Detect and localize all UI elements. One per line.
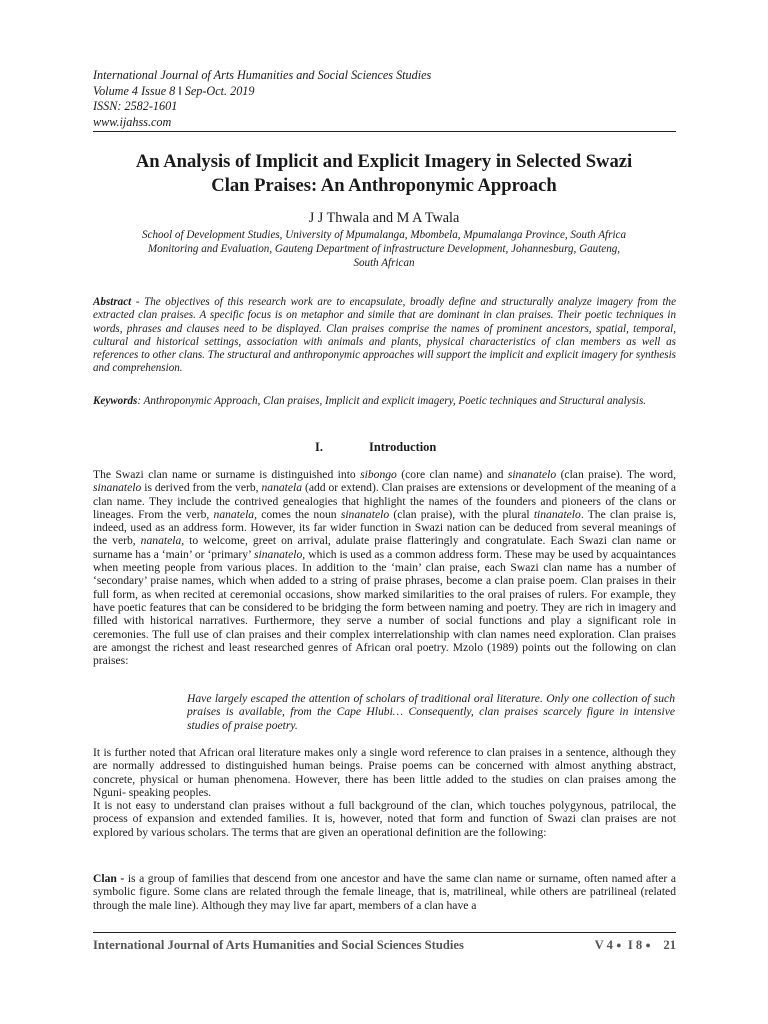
page-number: 21	[663, 938, 676, 952]
abstract	[93, 296, 676, 376]
affiliation-3: South African	[353, 257, 415, 270]
footer-volume: V 4	[594, 938, 613, 952]
journal-url[interactable]: www.ijahss.com	[93, 114, 172, 129]
paragraph-2b: It is not easy to understand clan praises without a full background of the clan, which touches polygynous, patrilocal, the process of expansion and extended families. It is, however, noted that form and function of Swazi clan praises are not explored by various scholars. The terms that are given an operational definition are the following:	[93, 799, 676, 839]
article-title	[90, 150, 678, 198]
abstract-label: Abstract	[93, 296, 132, 308]
footer-journal: International Journal of Arts Humanities and Social Sciences Studies	[93, 938, 464, 952]
journal-name: International Journal of Arts Humanities and Social Sciences Studies	[93, 68, 432, 82]
clan-label: Clan -	[93, 872, 125, 885]
affiliation-1: School of Development Studies, University of Mpumalanga, Mbombela, Mpumalanga Province, South Africa	[141, 229, 627, 241]
affiliations	[92, 228, 676, 271]
footer-issue: I 8	[627, 938, 643, 952]
keywords	[93, 395, 676, 408]
clan-definition	[93, 872, 676, 912]
keywords-text: : Anthroponymic Approach, Clan praises, Implicit and explicit imagery, Poetic techniques and Structural analysis.	[137, 395, 647, 407]
section-number: I.	[315, 440, 323, 454]
affiliation-2: Monitoring and Evaluation, Gauteng Department of infrastructure Development, Johannesburg, Gauteng,	[147, 243, 621, 256]
authors: J J Thwala and M A Twala	[308, 210, 460, 226]
footer-rule	[93, 932, 676, 933]
bullet-icon: ●	[616, 940, 622, 950]
abstract-text: - The objectives of this research work are to encapsulate, broadly define and structurally analyze imagery from the extracted clan praises. A specific focus is on metaphor and simile that are dominant in clan praises. Their poetic techniques in words, phrases and clauses need to be displayed. Clan praises comprise the names of prominent ancestors, spatial, temporal, cultural and historical settings, association with animals and plants, physical characteristics of clan members as well as references to other clans. The structural and anthroponymic approaches will support the implicit and explicit imagery for synthesis and comprehension.	[93, 296, 676, 375]
section-title: Introduction	[369, 440, 437, 454]
block-quote: Have largely escaped the attention of scholars of traditional oral literature. Only one collection of such praises is available, from the Cape Hlubi… Consequently, clan praises scarcely figure in intensive studies of praise poetry.	[187, 692, 675, 732]
bullet-icon: ●	[645, 940, 651, 950]
title-line-2: Clan Praises: An Anthroponymic Approach	[211, 175, 557, 196]
intro-paragraph-2	[93, 746, 676, 839]
clan-definition-text: is a group of families that descend from one ancestor and have the same clan name or surname, often named after a symbolic figure. Some clans are related through the female lineage, that is, matrilineal, while others are patrilineal (related through the male line). Although they may live far apart, members of a clan have a	[93, 872, 676, 912]
footer-issue-page	[560, 938, 676, 953]
header-rule	[93, 131, 676, 132]
journal-header	[93, 68, 431, 130]
intro-paragraph-1: The Swazi clan name or surname is distinguished into sibongo (core clan name) and sinanatelo (clan praise). The word, sinanatelo is derived from the verb, nanatela (add or extend). Clan praises are extensions or development of the meaning of a clan name. They include the contrived genealogies that highlight the names of the founders and pioneers of the clans or lineages. From the verb, nanatela, comes the noun sinanatelo (clan praise), with the plural tinanatelo. The clan praise is, indeed, used as an address form. However, its far wider function in Swazi nation can be deduced from several meanings of the verb, nanatela, to welcome, greet on arrival, adulate praise flatteringly and congratulate. Each Swazi clan name or surname has a ‘main’ or ‘primary’ sinanatelo, which is used as a common address form. These may be used by acquaintances when meeting people from various places. In addition to the ‘main’ clan praise, each Swazi clan name has a number of ‘secondary’ praise names, which when added to a string of praise phrases, become a clan praise poem. Clan praises in their full form, as when recited at ceremonial occasions, show marked similarities to the oral praises of rulers. For example, they have poetic features that can be considered to be bridging the form between naming and poetry. They are rich in imagery and filled with historical narratives. Furthermore, they serve a number of social functions and play a significant role in ceremonies. The full use of clan praises and their complex interrelationship with clan names need exploration. Clan praises are amongst the richest and least researched genres of African oral poetry. Mzolo (1989) points out the following on clan praises:	[93, 468, 677, 668]
issn: ISSN: 2582-1601	[93, 99, 178, 113]
paragraph-2a: It is further noted that African oral literature makes only a single word reference to clan praises in a sentence, although they are normally addressed to distinguished human beings. Praise poems can be concerned with almost anything abstract, concrete, physical or human phenomena. However, there has been little added to the studies on clan praises among the Nguni- speaking peoples.	[93, 746, 676, 799]
title-line-1: An Analysis of Implicit and Explicit Imagery in Selected Swazi	[135, 151, 633, 172]
keywords-label: Keywords	[93, 395, 138, 407]
volume-issue: Volume 4 Issue 8 ǁ Sep-Oct. 2019	[93, 83, 255, 98]
